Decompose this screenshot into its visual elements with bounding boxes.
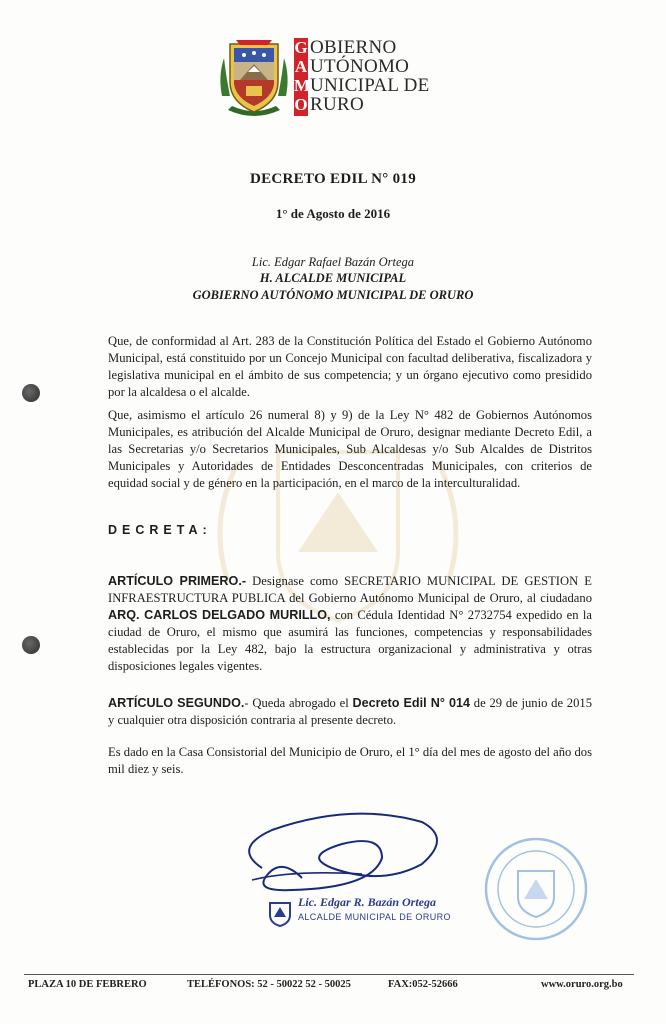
punch-hole (22, 636, 40, 654)
footer-divider (24, 974, 634, 975)
decree-date: 1° de Agosto de 2016 (275, 206, 391, 221)
article-second-label: ARTÍCULO SEGUNDO. (108, 696, 245, 710)
mayor-name: Lic. Edgar Rafael Bazán Ortega (251, 255, 415, 269)
official-seal-icon (482, 835, 590, 943)
appointee-name: ARQ. CARLOS DELGADO MURILLO, (108, 608, 331, 622)
gamo-letter: M (294, 76, 311, 95)
article-second-text-end: de 29 de junio de 2015 y cualquier otra disposición contraria al presente decreto. (108, 696, 592, 727)
punch-hole (22, 384, 40, 402)
article-first-label: ARTÍCULO PRIMERO.- (108, 574, 247, 588)
article-second (108, 695, 592, 729)
footer-website[interactable]: www.oruro.org.bo (541, 979, 623, 990)
logo-word: OBIERNO (310, 37, 397, 58)
decree-title: DECRETO EDIL N° 019 (249, 171, 417, 187)
mayor-role: H. ALCALDE MUNICIPAL (259, 271, 407, 285)
coat-of-arms-icon (214, 36, 294, 120)
considerando-paragraph-2: Que, asimismo el artículo 26 numeral 8) y 9) de la Ley N° 482 de Gobiernos Autónomos Municipales, es atribución del Alcalde Municipal de Oruro, designar mediante Decreto Edil, a las Secretarias y/o Secretarios Municipales, Sub Alcaldesas y/o Sub Alcaldes de Distritos Municipales y Autoridades de Entidades Desconcentradas Municipales, con criterios de equidad social y de género en la participación, en el marco de la interculturalidad. (108, 408, 592, 490)
seal-mini-icon (266, 899, 294, 927)
footer-fax: FAX:052-52666 (388, 979, 458, 990)
logo-word: UTÓNOMO (310, 56, 410, 77)
logo-word: UNICIPAL DE (310, 75, 430, 96)
signature-stamp (266, 895, 451, 933)
article-first (108, 573, 592, 675)
logo-word: RURO (310, 94, 364, 115)
considerando-paragraph-1: Que, de conformidad al Art. 283 de la Constitución Política del Estado el Gobierno Autónomo Municipal, está constituido por un Concejo Municipal con facultad deliberativa, fiscalizadora y legislativa municipal en el ámbito de sus competencia; y un órgano ejecutivo como presidido por la alcaldesa o el alcalde. (108, 334, 592, 399)
article-second-text: - Queda abrogado el (244, 696, 353, 710)
decreta-heading: DECRETA: (108, 523, 212, 537)
stamp-role: ALCALDE MUNICIPAL DE ORURO (298, 912, 451, 922)
closing-paragraph: Es dado en la Casa Consistorial del Municipio de Oruro, el 1° día del mes de agosto del año dos mil diez y seis. (108, 745, 592, 776)
organization-name: GOBIERNO AUTÓNOMO MUNICIPAL DE ORURO (192, 288, 474, 302)
footer-phones: TELÉFONOS: 52 - 50022 52 - 50025 (187, 979, 351, 990)
abrogated-decree-ref: Decreto Edil N° 014 (352, 696, 471, 710)
stamp-name: Lic. Edgar R. Bazán Ortega (298, 895, 437, 909)
gamo-letter: A (294, 57, 308, 76)
article-first-text: Designase como SECRETARIO MUNICIPAL DE GESTION E INFRAESTRUCTURA PUBLICA del Gobierno Autónomo Municipal de Oruro, al ciudadano (108, 574, 593, 605)
gamo-letter: O (294, 95, 308, 114)
handwritten-signature (232, 808, 447, 900)
article-first-text-end: con Cédula Identidad N° 2732754 expedido en la ciudad de Oruro, el mismo que asumirá las funciones, competencias y responsabilidades establecidas por la Ley 482, bajo la estructura organizacional y administrativa y otras disposiciones legales vigentes. (108, 608, 592, 673)
footer-address: PLAZA 10 DE FEBRERO (28, 979, 147, 990)
municipal-logo (214, 36, 464, 120)
gamo-letter: G (294, 38, 308, 57)
